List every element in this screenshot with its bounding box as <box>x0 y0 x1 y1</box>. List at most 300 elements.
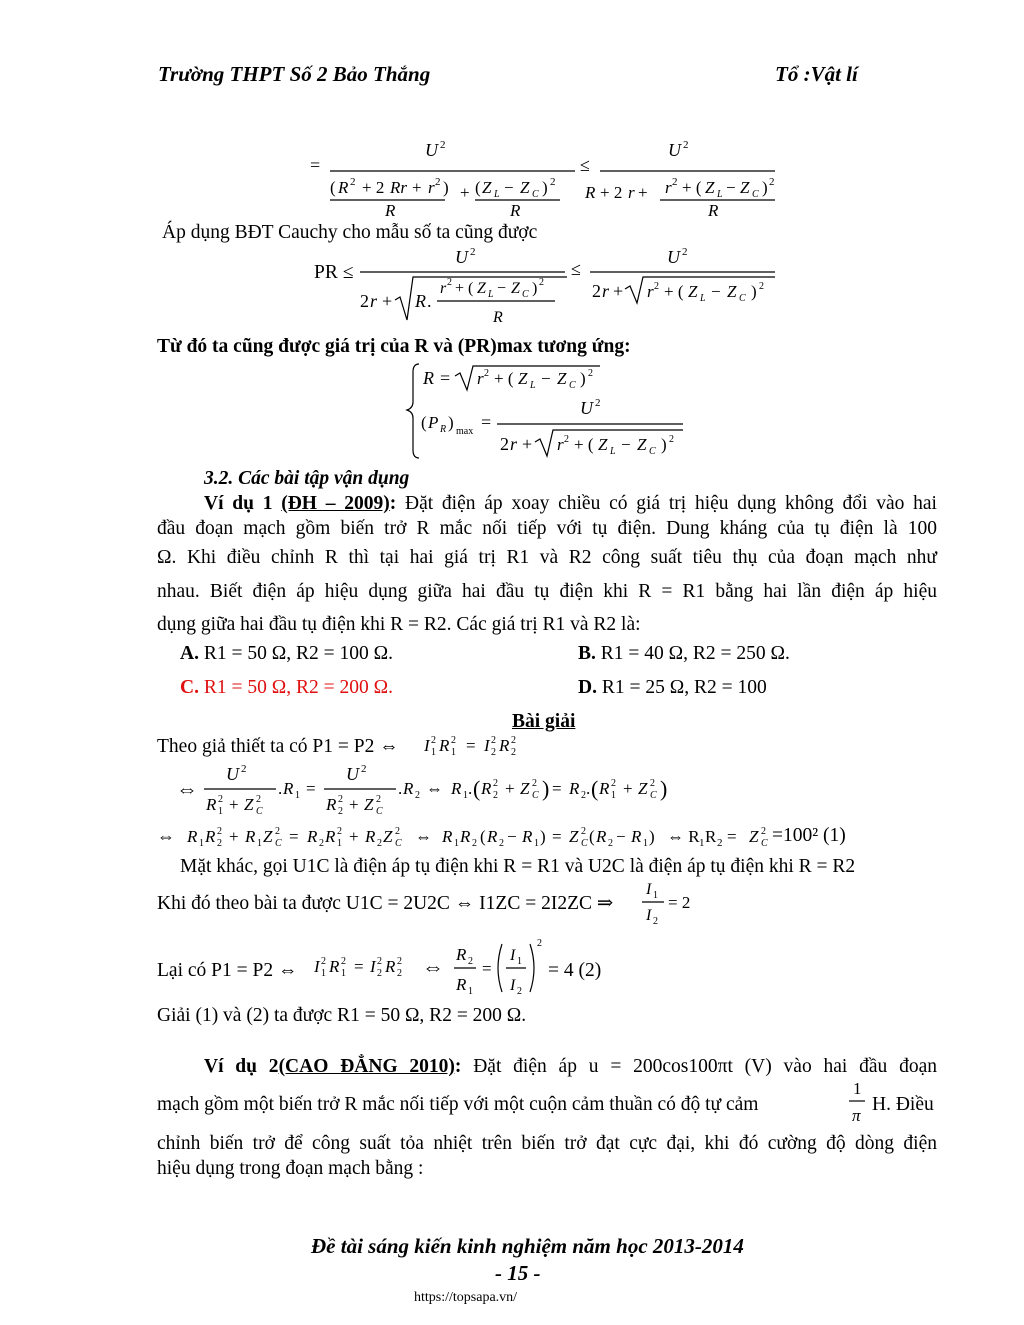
svg-text:Z: Z <box>749 827 759 846</box>
svg-text:1: 1 <box>337 838 342 849</box>
example-2-line-3: chỉnh biến trở để công suất tỏa nhiệt trên biến trở đạt cực đại, khi đó cường độ dòng điện <box>157 1133 937 1154</box>
svg-text:I: I <box>424 736 430 755</box>
svg-text:1: 1 <box>468 986 473 997</box>
svg-text:2: 2 <box>493 778 498 789</box>
svg-text:R: R <box>326 795 337 814</box>
svg-text:1: 1 <box>431 747 436 758</box>
svg-text:R: R <box>522 827 533 846</box>
svg-text:C: C <box>522 289 529 300</box>
svg-text:2: 2 <box>470 246 476 258</box>
svg-text:1: 1 <box>853 1079 862 1098</box>
svg-text:2: 2 <box>360 291 369 311</box>
svg-text:R: R <box>599 779 610 798</box>
svg-text:Z: Z <box>383 827 393 846</box>
svg-text:2: 2 <box>361 763 367 775</box>
svg-text:U: U <box>226 764 239 784</box>
svg-text:.: . <box>398 779 403 798</box>
svg-text:(: ( <box>473 776 481 801</box>
svg-text:=: = <box>482 959 492 978</box>
svg-text:⇔: ⇔ <box>426 779 443 798</box>
svg-text:1: 1 <box>517 956 522 967</box>
solution-line-6-tail: = 4 (2) <box>548 960 602 981</box>
svg-text:I: I <box>646 907 652 924</box>
svg-text:+: + <box>638 183 648 202</box>
svg-text:Z: Z <box>511 280 520 297</box>
svg-text:2: 2 <box>761 826 766 837</box>
svg-text:2: 2 <box>397 968 402 979</box>
svg-text:r: r <box>602 281 610 301</box>
svg-text:1: 1 <box>451 747 456 758</box>
option-d <box>578 675 767 700</box>
equation-cauchy-bound <box>355 245 785 335</box>
example-2-source: (CAO ĐẲNG 2010) <box>278 1056 455 1077</box>
svg-text:(: ( <box>475 178 481 197</box>
option-b <box>578 641 790 666</box>
svg-text:2: 2 <box>511 735 516 746</box>
svg-text:R: R <box>403 779 414 798</box>
svg-text:2: 2 <box>377 838 382 849</box>
svg-text:+ (: + ( <box>455 280 474 297</box>
example-1-line-2: đầu đoạn mạch gồm biến trở R mắc nối tiếp với tụ điện. Dung kháng của tụ điện là 100 <box>157 518 937 539</box>
svg-text:2: 2 <box>517 986 522 997</box>
svg-text:2: 2 <box>611 778 616 789</box>
svg-text:+: + <box>412 178 422 197</box>
svg-text:I: I <box>646 881 652 898</box>
svg-text:R: R <box>187 827 198 846</box>
svg-text:2: 2 <box>654 281 659 292</box>
svg-text:R: R <box>325 827 336 846</box>
svg-text:2: 2 <box>682 246 688 258</box>
solution-line-1: Theo giả thiết ta có P1 = P2 ⇔ <box>157 736 399 757</box>
svg-text:+: + <box>613 281 624 301</box>
svg-text:.: . <box>586 779 591 798</box>
svg-text:2: 2 <box>683 139 689 151</box>
svg-text:2: 2 <box>217 826 222 837</box>
svg-text:Z: Z <box>244 795 254 814</box>
svg-text:=: = <box>727 827 737 846</box>
svg-text:2: 2 <box>397 956 402 967</box>
svg-text:): ) <box>649 827 655 846</box>
svg-text:R: R <box>569 779 580 798</box>
svg-text:−: − <box>507 827 517 846</box>
svg-text:r: r <box>370 291 378 311</box>
example-1-line-3: Ω. Khi điều chỉnh R thì tại hai giá trị R1 và R2 công suất tiêu thụ của đoạn mạch như <box>157 547 937 568</box>
svg-text:Z: Z <box>688 282 698 301</box>
svg-text:1: 1 <box>534 838 539 849</box>
svg-text:2: 2 <box>338 806 343 817</box>
example-2-rest <box>157 1131 937 1181</box>
svg-text:R: R <box>329 957 340 976</box>
svg-text:2: 2 <box>608 838 613 849</box>
svg-text:L: L <box>700 293 706 304</box>
svg-text:R: R <box>307 827 318 846</box>
option-a-text: R1 = 50 Ω, R2 = 100 Ω. <box>203 643 393 664</box>
example-1-line-1: Đặt điện áp xoay chiều có giá trị hiệu dụng không đổi vào hai <box>405 493 937 514</box>
svg-text:): ) <box>580 369 586 388</box>
page-number: - 15 - <box>495 1261 541 1285</box>
svg-text:C: C <box>569 380 576 391</box>
svg-text:r: r <box>510 434 518 454</box>
svg-text:): ) <box>542 776 550 801</box>
svg-text:): ) <box>443 178 449 197</box>
svg-text:1: 1 <box>653 890 658 901</box>
svg-text:(: ( <box>421 413 427 432</box>
option-b-text: R1 = 40 Ω, R2 = 250 Ω. <box>600 643 790 664</box>
svg-text:2: 2 <box>672 176 678 188</box>
svg-text:R: R <box>206 795 217 814</box>
svg-text:2: 2 <box>395 826 400 837</box>
svg-text:2: 2 <box>415 790 420 801</box>
svg-text:R: R <box>439 736 450 755</box>
equation-r1r2-product <box>157 822 777 852</box>
svg-text:R: R <box>487 827 498 846</box>
header-school: Trường THPT Số 2 Bảo Thắng <box>158 62 431 86</box>
svg-text:(: ( <box>589 827 595 846</box>
equation-power-equality <box>422 731 562 761</box>
svg-text:Z: Z <box>598 435 608 454</box>
svg-text:2: 2 <box>337 826 342 837</box>
pr-label: PR ≤ <box>314 262 354 283</box>
svg-text:Z: Z <box>482 178 492 197</box>
svg-text:2: 2 <box>539 277 544 288</box>
svg-text:r: r <box>428 178 435 197</box>
svg-text:(: ( <box>330 178 336 197</box>
svg-text:⇔ R: ⇔ R <box>667 827 700 846</box>
option-a-label: A. <box>180 643 199 664</box>
equation-system-rmax <box>405 362 695 462</box>
svg-text:): ) <box>762 178 768 197</box>
svg-text:2: 2 <box>595 397 601 409</box>
svg-text:+ 2: + 2 <box>600 183 623 202</box>
svg-text:Z: Z <box>520 779 530 798</box>
equation-substitution <box>176 762 696 822</box>
svg-text:C: C <box>650 790 657 801</box>
svg-text:=: = <box>552 779 562 798</box>
example-2-label: Ví dụ 2 <box>204 1056 279 1077</box>
svg-text:): ) <box>448 413 454 432</box>
svg-text:2: 2 <box>468 956 473 967</box>
svg-text:2: 2 <box>493 790 498 801</box>
svg-text:Z: Z <box>364 795 374 814</box>
svg-text:2: 2 <box>217 838 222 849</box>
solution-line-6: Lại có P1 = P2 ⇔ <box>157 960 298 981</box>
svg-text:R: R <box>442 827 453 846</box>
svg-text:2: 2 <box>511 747 516 758</box>
solution-line-4: Mặt khác, gọi U1C là điện áp tụ điện khi R = R1 và U2C là điện áp tụ điện khi R = R2 <box>180 856 856 877</box>
svg-text:2: 2 <box>500 434 509 454</box>
svg-text:=: = <box>310 155 321 175</box>
svg-text:2: 2 <box>592 281 601 301</box>
svg-text:2: 2 <box>769 176 775 188</box>
svg-text:P: P <box>428 413 439 432</box>
svg-text:2: 2 <box>650 778 655 789</box>
svg-text:): ) <box>542 178 548 197</box>
svg-text:R: R <box>585 183 596 202</box>
svg-text:R: R <box>338 178 349 197</box>
svg-text:≤: ≤ <box>571 259 581 279</box>
svg-text:R: R <box>451 779 462 798</box>
svg-text:R: R <box>493 309 503 326</box>
svg-text:r: r <box>440 280 447 297</box>
svg-text:L: L <box>717 189 723 200</box>
svg-text:⇔: ⇔ <box>422 954 444 979</box>
svg-text:2: 2 <box>241 763 247 775</box>
cauchy-intro: Áp dụng BĐT Cauchy cho mẫu số ta cũng được <box>162 222 538 243</box>
svg-text:2: 2 <box>435 176 441 188</box>
svg-text:C: C <box>739 293 746 304</box>
svg-text:+: + <box>229 795 239 814</box>
svg-text:Z: Z <box>520 178 530 197</box>
svg-text:2: 2 <box>499 838 504 849</box>
svg-text:U: U <box>455 247 468 267</box>
svg-text:2: 2 <box>440 139 446 151</box>
svg-text:r: r <box>477 369 484 388</box>
option-c-label: C. <box>180 677 199 698</box>
svg-text:r: r <box>647 282 654 301</box>
svg-text:2: 2 <box>350 176 356 188</box>
svg-text:.: . <box>468 779 473 798</box>
svg-text:max: max <box>456 426 474 437</box>
svg-text:π: π <box>852 1106 861 1125</box>
svg-text:): ) <box>532 280 538 297</box>
svg-text:1: 1 <box>611 790 616 801</box>
svg-text:Z: Z <box>518 369 528 388</box>
svg-text:Z: Z <box>557 369 567 388</box>
svg-text:.: . <box>278 779 283 798</box>
option-d-label: D. <box>578 677 597 698</box>
option-c <box>180 675 393 700</box>
svg-text:C: C <box>532 189 539 200</box>
equation-inductance-fraction <box>846 1077 870 1127</box>
svg-text:2: 2 <box>491 735 496 746</box>
svg-text:C: C <box>395 838 402 849</box>
header-department: Tổ :Vật lí <box>775 62 858 86</box>
svg-text:R: R <box>705 827 717 846</box>
svg-text:2: 2 <box>472 838 477 849</box>
svg-text:−: − <box>541 369 551 388</box>
svg-text:+: + <box>505 779 515 798</box>
svg-text:2: 2 <box>377 956 382 967</box>
svg-text:I: I <box>314 957 320 976</box>
solution-heading: Bài giải <box>512 711 576 732</box>
example-1-line-5: dụng giữa hai đầu tụ điện khi R = R2. Các giá trị R1 và R2 là: <box>157 614 641 635</box>
example-2-text: Ví dụ 2(CAO ĐẲNG 2010): Đặt điện áp u = 200cos100πt (V) vào hai đầu đoạn <box>204 1056 938 1077</box>
svg-text:C: C <box>532 790 539 801</box>
svg-text:1: 1 <box>341 968 346 979</box>
example-1-source: (ĐH – 2009) <box>281 493 390 514</box>
svg-text:−: − <box>726 178 736 197</box>
svg-text:): ) <box>660 776 668 801</box>
example-1-line-4: nhau. Biết điện áp hiệu dụng giữa hai đầu tụ điện khi R = R1 bằng hai lần điện áp hiệu <box>157 581 937 602</box>
example-2-line-4: hiệu dụng trong đoạn mạch bằng : <box>157 1158 424 1179</box>
svg-text:+: + <box>522 434 533 454</box>
svg-text:1: 1 <box>295 790 300 801</box>
svg-text:2: 2 <box>759 281 764 292</box>
svg-text:L: L <box>494 189 500 200</box>
svg-text:1: 1 <box>321 968 326 979</box>
svg-text:2: 2 <box>532 778 537 789</box>
svg-text:I: I <box>370 957 376 976</box>
svg-text:+ (: + ( <box>494 369 514 388</box>
svg-text:=: = <box>440 368 451 388</box>
svg-text:r: r <box>665 178 672 197</box>
svg-text:I: I <box>510 947 516 964</box>
svg-text:R: R <box>456 945 467 964</box>
svg-text:2: 2 <box>321 956 326 967</box>
svg-text:=: = <box>289 827 299 846</box>
svg-text:1: 1 <box>257 838 262 849</box>
option-a <box>180 641 393 666</box>
section-heading: 3.2. Các bài tập vận dụng <box>204 468 410 489</box>
svg-text:+ (: + ( <box>664 282 684 301</box>
svg-text:): ) <box>751 282 757 301</box>
svg-text:−: − <box>616 827 626 846</box>
svg-text:Z: Z <box>740 178 750 197</box>
svg-text:−: − <box>497 280 507 297</box>
solution-line-3-tail: =100² (1) <box>772 825 846 846</box>
svg-text:2: 2 <box>451 735 456 746</box>
svg-text:Z: Z <box>727 282 737 301</box>
svg-text:R: R <box>708 201 719 220</box>
equation-current-ratio <box>640 878 700 928</box>
footer-url[interactable]: https://topsapa.vn/ <box>414 1290 518 1305</box>
svg-text:2: 2 <box>717 837 723 849</box>
svg-text:C: C <box>761 838 768 849</box>
svg-text:U: U <box>580 398 593 418</box>
svg-text:R: R <box>499 736 510 755</box>
svg-text:+: + <box>623 779 633 798</box>
svg-text:+: + <box>460 183 470 202</box>
svg-text:Z: Z <box>569 827 579 846</box>
svg-text:Z: Z <box>637 435 647 454</box>
svg-text:r: r <box>557 435 564 454</box>
svg-text:Z: Z <box>263 827 273 846</box>
svg-text:R: R <box>631 827 642 846</box>
svg-text:2: 2 <box>669 434 674 445</box>
svg-text:R: R <box>423 368 434 388</box>
example-2-line-2-tail: H. Điều <box>872 1094 934 1115</box>
svg-text:C: C <box>752 189 759 200</box>
footer-title: Đề tài sáng kiến kinh nghiệm năm học 2013-2014 <box>311 1234 744 1258</box>
conclusion-heading: Từ đó ta cũng được giá trị của R và (PR)max tương ứng: <box>157 336 631 357</box>
svg-text:R: R <box>283 779 294 798</box>
svg-text:+ 2: + 2 <box>362 178 385 197</box>
svg-text:2: 2 <box>484 368 489 379</box>
svg-text:L: L <box>530 380 536 391</box>
svg-text:R: R <box>456 975 467 994</box>
svg-text:+: + <box>349 795 359 814</box>
svg-text:U: U <box>668 140 681 160</box>
svg-text:2: 2 <box>653 916 658 927</box>
svg-text:=: = <box>306 779 316 798</box>
svg-text:1: 1 <box>463 790 468 801</box>
svg-text:R: R <box>245 827 256 846</box>
equation-resistance-ratio <box>312 938 582 998</box>
svg-text:C: C <box>256 806 263 817</box>
svg-text:⇔: ⇔ <box>176 776 198 801</box>
svg-text:R: R <box>481 779 492 798</box>
svg-text:L: L <box>488 289 494 300</box>
svg-text:=: = <box>354 957 364 976</box>
svg-text:2: 2 <box>341 956 346 967</box>
example-2-line-1: Đặt điện áp u = 200cos100πt (V) vào hai đầu đoạn <box>473 1056 938 1077</box>
svg-text:2: 2 <box>256 794 261 805</box>
svg-text:2: 2 <box>550 176 556 188</box>
svg-text:=: = <box>552 827 562 846</box>
svg-text:(: ( <box>591 776 599 801</box>
example-1-text: Ví dụ 1 (ĐH – 2009): Đặt điện áp xoay chiều có giá trị hiệu dụng không đổi vào hai đầu đoạn mạch gồm biến trở R mắc nối tiếp với tụ điện. Dung kháng của tụ điện là 100 Ω. Khi điều chỉnh R thì tại hai giá trị R1 và R2 công suất tiêu thụ của đoạn mạch như nhau. Biết điện áp hiệu dụng giữa hai đầu tụ điện khi R = R1 bằng hai lần điện áp hiệu dụng giữa hai đầu tụ điện khi R = R2. Các giá trị R1 và R2 là: <box>157 493 937 635</box>
svg-text:+: + <box>349 827 359 846</box>
svg-text:Z: Z <box>705 178 715 197</box>
svg-text:≤: ≤ <box>580 155 590 175</box>
svg-text:=: = <box>481 412 492 432</box>
svg-text:U: U <box>425 140 438 160</box>
svg-text:R: R <box>440 424 447 435</box>
svg-text:R: R <box>385 957 396 976</box>
svg-text:R: R <box>205 827 216 846</box>
svg-text:U: U <box>346 764 359 784</box>
svg-text:R: R <box>460 827 471 846</box>
svg-text:U: U <box>667 247 680 267</box>
svg-text:2: 2 <box>581 790 586 801</box>
svg-text:C: C <box>581 838 588 849</box>
example-1-label: Ví dụ 1 <box>204 493 273 514</box>
svg-text:2: 2 <box>431 735 436 746</box>
solution-line-5: Khi đó theo bài ta được U1C = 2U2C ⇔ I1ZC = 2I2ZC ⇒ <box>157 893 614 914</box>
svg-text:Z: Z <box>638 779 648 798</box>
svg-text:Rr: Rr <box>390 178 407 197</box>
svg-text:2: 2 <box>377 968 382 979</box>
svg-text:2: 2 <box>537 938 542 949</box>
svg-text:+: + <box>382 291 393 311</box>
option-c-text: R1 = 50 Ω, R2 = 200 Ω. <box>203 677 393 698</box>
svg-text:⇔: ⇔ <box>157 826 175 846</box>
svg-text:C: C <box>275 838 282 849</box>
svg-text:= 2: = 2 <box>668 893 691 912</box>
svg-text:2: 2 <box>275 826 280 837</box>
svg-text:(: ( <box>480 827 486 846</box>
svg-text:R: R <box>365 827 376 846</box>
svg-text:2: 2 <box>447 277 452 288</box>
svg-text:L: L <box>610 446 616 457</box>
svg-text:R: R <box>415 291 426 311</box>
svg-text:+: + <box>229 827 239 846</box>
svg-text:1: 1 <box>218 806 223 817</box>
option-b-label: B. <box>578 643 596 664</box>
solution-line-7: Giải (1) và (2) ta được R1 = 50 Ω, R2 = 200 Ω. <box>157 1005 527 1026</box>
svg-text:C: C <box>376 806 383 817</box>
svg-text:2: 2 <box>376 794 381 805</box>
svg-text:−: − <box>711 282 721 301</box>
svg-text:1: 1 <box>643 838 648 849</box>
option-d-text: R1 = 25 Ω, R2 = 100 <box>601 677 767 698</box>
svg-text:−: − <box>621 435 631 454</box>
svg-text:+ (: + ( <box>682 178 702 197</box>
svg-text:=: = <box>466 736 476 755</box>
svg-text:1: 1 <box>454 838 459 849</box>
svg-text:2: 2 <box>581 826 586 837</box>
svg-text:2: 2 <box>564 434 569 445</box>
svg-text:2: 2 <box>218 794 223 805</box>
svg-text:R: R <box>510 201 521 220</box>
svg-text:r: r <box>628 183 635 202</box>
svg-text:C: C <box>649 446 656 457</box>
svg-text:2: 2 <box>491 747 496 758</box>
example-2-line-2: mạch gồm một biến trở R mắc nối tiếp với một cuộn cảm thuần có độ tự cảm <box>157 1094 759 1115</box>
svg-text:2: 2 <box>319 838 324 849</box>
svg-text:R: R <box>596 827 607 846</box>
svg-text:2: 2 <box>338 794 343 805</box>
